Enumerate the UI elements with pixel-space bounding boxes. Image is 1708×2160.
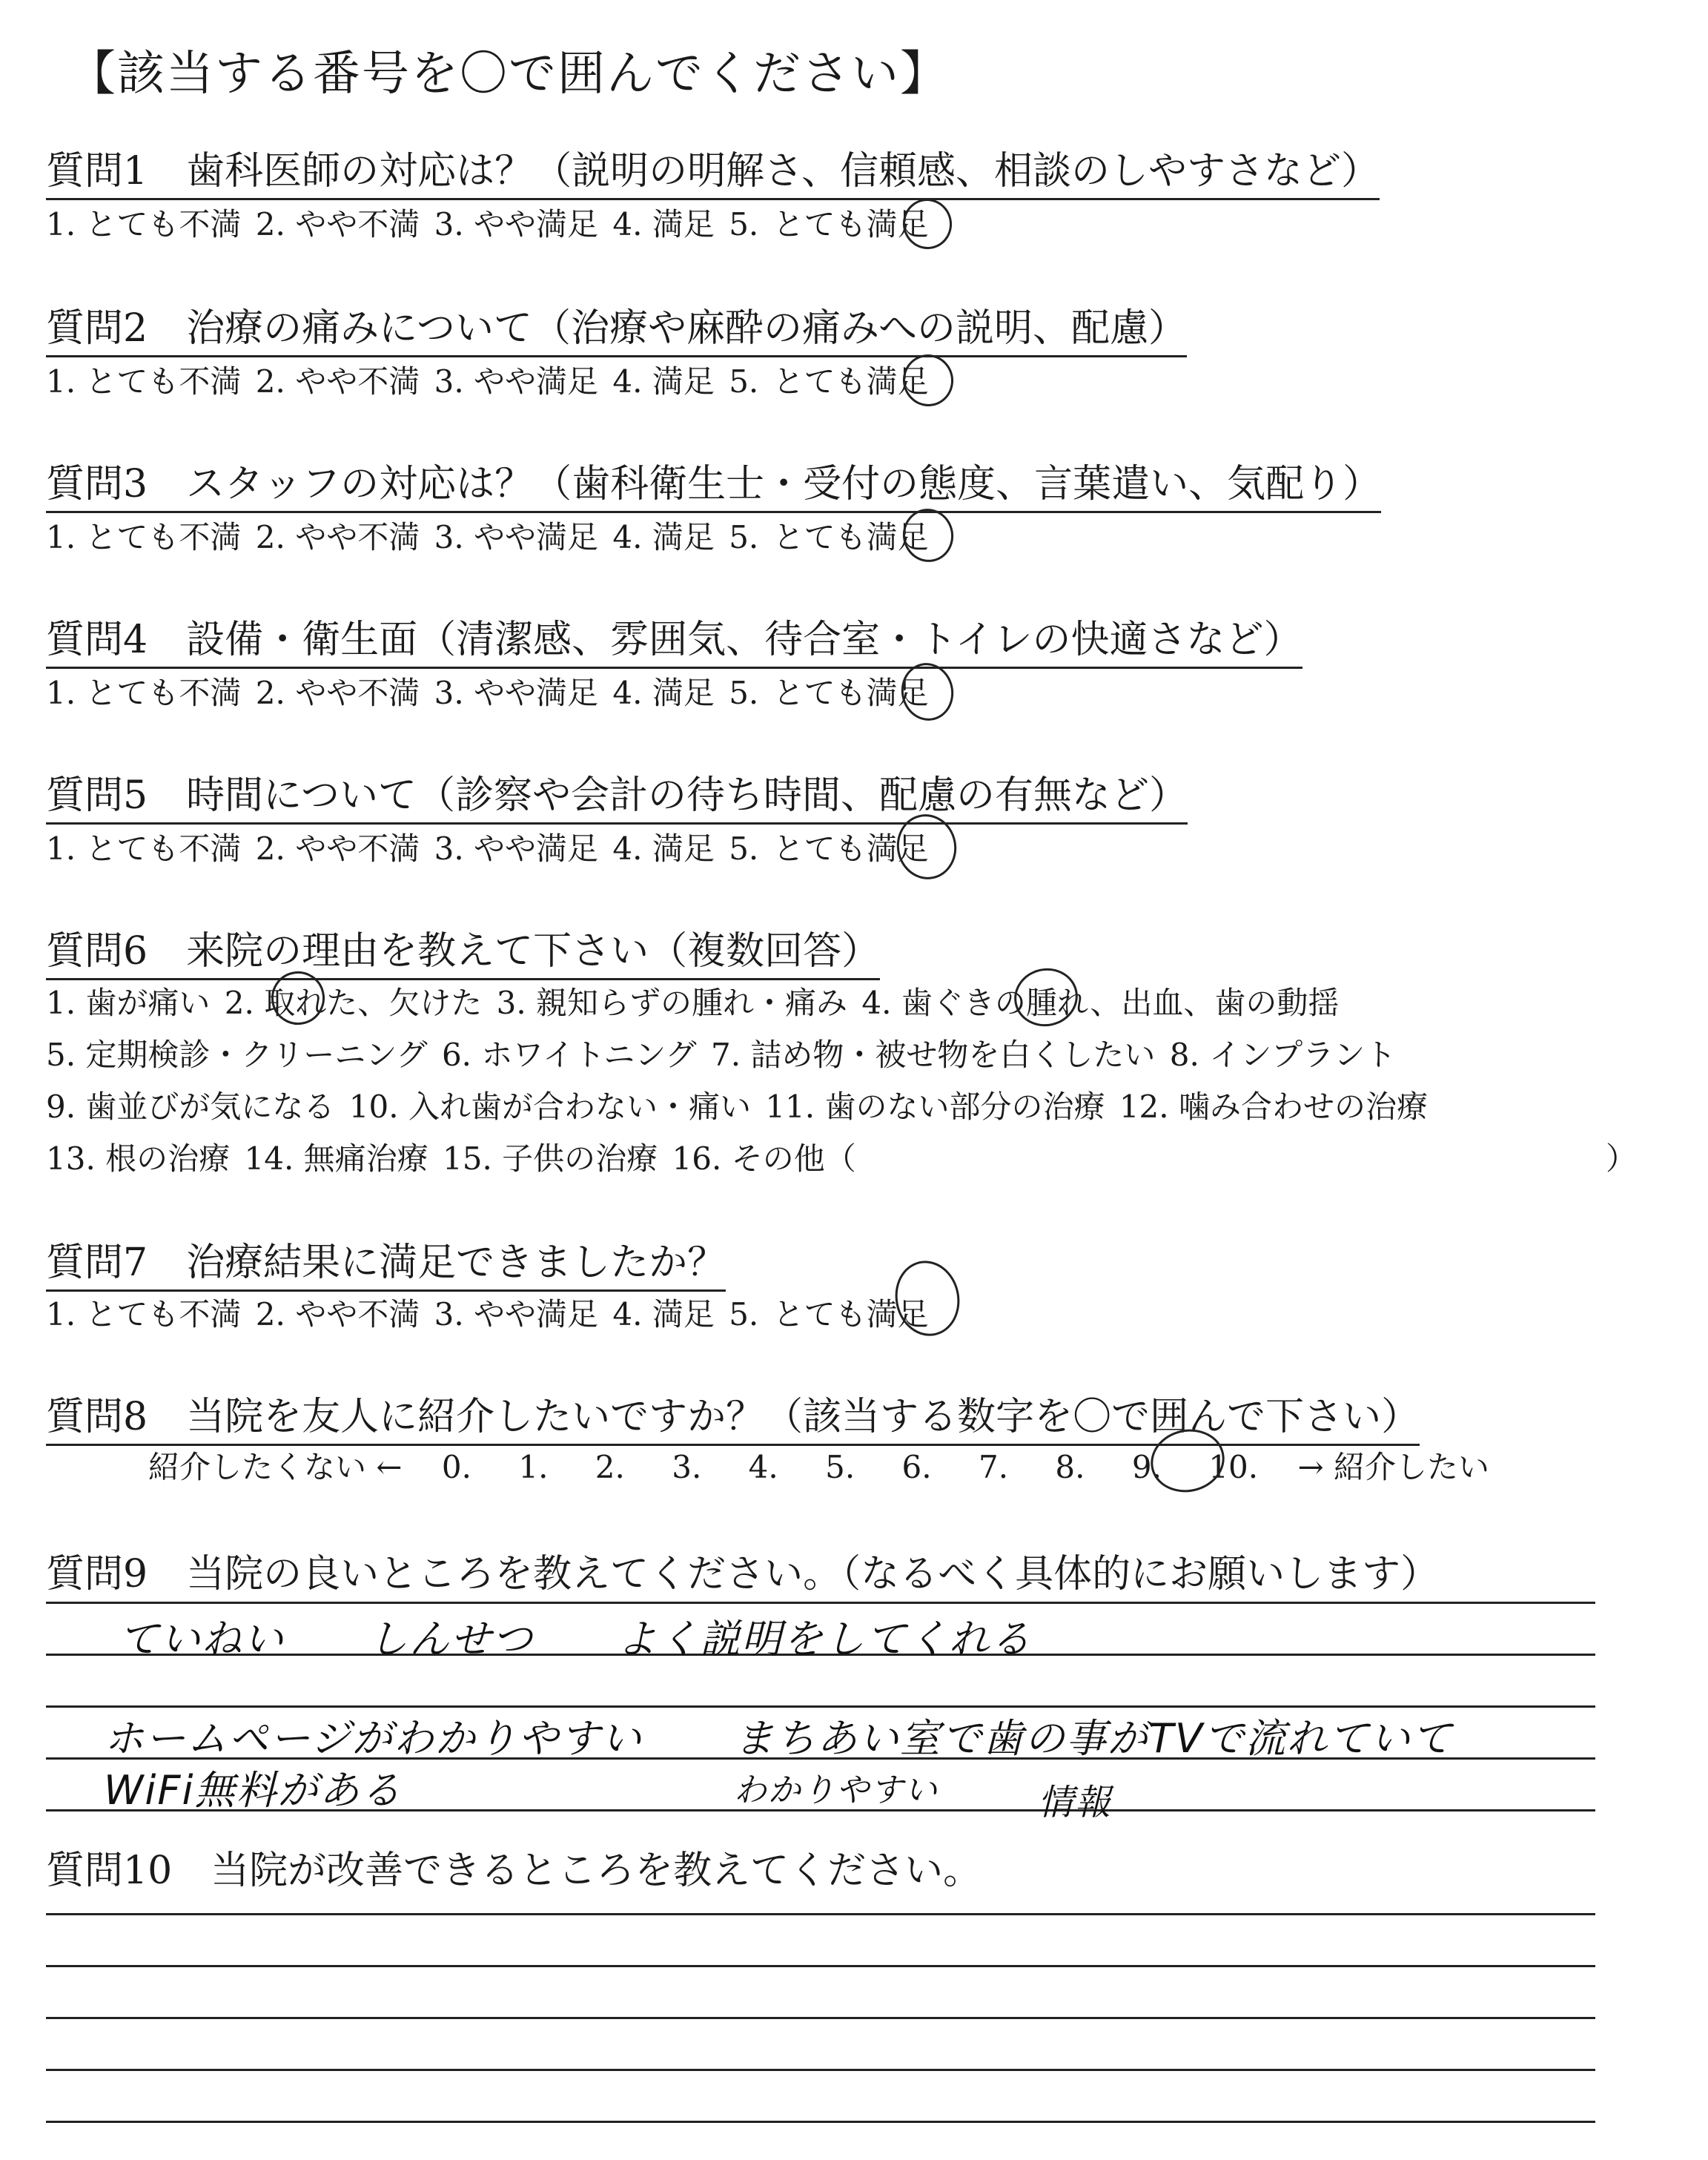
q2-opt-5[interactable]: 5. (729, 363, 759, 400)
q5-opt-3[interactable]: 3. やや満足 (434, 830, 599, 867)
q1-opt-5[interactable]: 5. (729, 206, 759, 242)
q1-opt-4[interactable]: 4. 満足 (612, 206, 715, 242)
q4-opt-5[interactable]: 5. (729, 675, 759, 711)
q3-opt-3[interactable]: 3. やや満足 (434, 519, 599, 555)
page-title: 【該当する番号を〇で囲んでください】 (68, 47, 949, 102)
q7-opt-1[interactable]: 1. とても不満 (46, 1296, 242, 1332)
q6-opt-2[interactable]: 2. 取れた、欠けた (224, 985, 483, 1021)
q6-opt-1[interactable]: 1. 歯が痛い (46, 985, 211, 1021)
q3-opt-4[interactable]: 4. 満足 (612, 519, 715, 555)
q3-opt-5-label: とても満足 (772, 519, 929, 555)
q10-rule-4 (46, 2069, 1595, 2071)
q1-heading: 質問1 歯科医師の対応は？（説明の明解さ、信頼感、相談のしやすさなど） (46, 139, 1380, 200)
q6-line-4 (46, 1135, 861, 1179)
q4-answers (46, 669, 933, 713)
q6-opt-3[interactable]: 3. 親知らずの腫れ・痛み (496, 985, 848, 1021)
q10-rule-1 (46, 1913, 1595, 1915)
q6-opt-4[interactable]: 4. 歯ぐきの腫れ、出血、歯の動揺 (861, 985, 1340, 1021)
q6-opt-14[interactable]: 14. 無痛治療 (244, 1140, 428, 1177)
q6-opt-6[interactable]: 6. ホワイトニング (441, 1037, 697, 1073)
q8-num-1[interactable]: 1. (518, 1449, 549, 1485)
q3-opt-1[interactable]: 1. とても不満 (46, 519, 242, 555)
q9-handwriting-line-1: ていねい しんせつ よく説明をしてくれる (119, 1616, 1032, 1662)
q5-answers (46, 825, 933, 869)
q8-left-label: 紹介したくない ← (148, 1449, 403, 1485)
q7-answers (46, 1290, 933, 1335)
q6-other-close-paren: ） (1606, 1140, 1638, 1177)
q5-opt-1[interactable]: 1. とても不満 (46, 830, 242, 867)
q7-heading: 質問7 治療結果に満足できましたか？ (46, 1231, 726, 1292)
q4-opt-3[interactable]: 3. やや満足 (434, 675, 599, 711)
q3-opt-5[interactable]: 5. (729, 519, 759, 555)
q6-opt-11[interactable]: 11. 歯のない部分の治療 (765, 1089, 1105, 1125)
q10-rule-5 (46, 2121, 1595, 2123)
q2-heading: 質問2 治療の痛みについて（治療や麻酔の痛みへの説明、配慮） (46, 297, 1187, 357)
q5-opt-4[interactable]: 4. 満足 (612, 830, 715, 867)
q5-heading: 質問5 時間について（診察や会計の待ち時間、配慮の有無など） (46, 764, 1188, 825)
q6-opt-16[interactable]: 16. その他（ (672, 1140, 856, 1177)
q8-num-3[interactable]: 3. (672, 1449, 702, 1485)
q5-opt-2[interactable]: 2. やや不満 (255, 830, 420, 867)
q8-num-2[interactable]: 2. (595, 1449, 625, 1485)
q1-opt-2[interactable]: 2. やや不満 (255, 206, 420, 242)
q8-num-10[interactable]: 10. (1208, 1449, 1259, 1485)
q7-opt-5-label: とても満足 (772, 1296, 929, 1332)
q7-opt-5[interactable]: 5. (729, 1296, 759, 1332)
q9-handwriting-info: 情報 (1038, 1782, 1113, 1823)
q6-opt-13[interactable]: 13. 根の治療 (46, 1140, 231, 1177)
q9-rule-1 (46, 1602, 1595, 1604)
q1-opt-3[interactable]: 3. やや満足 (434, 206, 599, 242)
q6-heading: 質問6 来院の理由を教えて下さい（複数回答） (46, 919, 880, 980)
q5-opt-5[interactable]: 5. (729, 830, 759, 867)
q8-scale (148, 1443, 1494, 1487)
q7-opt-3[interactable]: 3. やや満足 (434, 1296, 599, 1332)
q6-line-1 (46, 979, 1343, 1023)
q6-opt-12[interactable]: 12. 噛み合わせの治療 (1119, 1089, 1428, 1125)
q8-num-0[interactable]: 0. (441, 1449, 471, 1485)
q8-num-4[interactable]: 4. (748, 1449, 778, 1485)
q8-num-6[interactable]: 6. (901, 1449, 932, 1485)
q6-opt-5[interactable]: 5. 定期検診・クリーニング (46, 1037, 428, 1073)
q9-handwriting-wifi: WiFi無料がある (104, 1767, 403, 1814)
q3-answers (46, 513, 933, 558)
q6-line-2 (46, 1031, 1400, 1075)
q10-rule-2 (46, 1965, 1595, 1967)
q3-heading: 質問3 スタッフの対応は？（歯科衛生士・受付の態度、言葉遣い、気配り） (46, 452, 1381, 513)
q4-opt-5-label: とても満足 (772, 675, 929, 711)
q9-heading: 質問9 当院の良いところを教えてください。（なるべく具体的にお願いします） (46, 1552, 1440, 1596)
q6-opt-8[interactable]: 8. インプラント (1169, 1037, 1397, 1073)
q7-opt-2[interactable]: 2. やや不満 (255, 1296, 420, 1332)
q2-opt-3[interactable]: 3. やや満足 (434, 363, 599, 400)
q9-handwriting-easy: わかりやすい (734, 1771, 939, 1809)
q10-rule-3 (46, 2017, 1595, 2019)
q9-handwriting-waiting-room: まちあい室で歯の事がTVで流れていて (734, 1715, 1453, 1762)
q6-opt-15[interactable]: 15. 子供の治療 (443, 1140, 658, 1177)
q8-num-8[interactable]: 8. (1055, 1449, 1085, 1485)
q2-opt-1[interactable]: 1. とても不満 (46, 363, 242, 400)
q2-opt-5-label: とても満足 (772, 363, 929, 400)
q6-line-3 (46, 1083, 1432, 1127)
q6-opt-7[interactable]: 7. 詰め物・被せ物を白くしたい (710, 1037, 1156, 1073)
q7-opt-4[interactable]: 4. 満足 (612, 1296, 715, 1332)
q9-handwriting-homepage: ホームページがわかりやすい (104, 1715, 643, 1762)
q8-num-5[interactable]: 5. (825, 1449, 855, 1485)
q1-opt-1[interactable]: 1. とても不満 (46, 206, 242, 242)
q2-opt-4[interactable]: 4. 満足 (612, 363, 715, 400)
q2-opt-2[interactable]: 2. やや不満 (255, 363, 420, 400)
q1-opt-5-label: とても満足 (772, 206, 929, 242)
q5-opt-5-label: とても満足 (772, 830, 929, 867)
q4-opt-1[interactable]: 1. とても不満 (46, 675, 242, 711)
q6-opt-10[interactable]: 10. 入れ歯が合わない・痛い (348, 1089, 751, 1125)
q1-answers (46, 200, 933, 245)
q2-answers (46, 357, 933, 402)
q6-opt-9[interactable]: 9. 歯並びが気になる (46, 1089, 335, 1125)
q8-right-label: → 紹介したい (1297, 1449, 1489, 1485)
q4-opt-4[interactable]: 4. 満足 (612, 675, 715, 711)
q4-opt-2[interactable]: 2. やや不満 (255, 675, 420, 711)
q8-heading: 質問8 当院を友人に紹介したいですか？（該当する数字を〇で囲んで下さい） (46, 1385, 1420, 1446)
q4-heading: 質問4 設備・衛生面（清潔感、雰囲気、待合室・トイレの快適さなど） (46, 608, 1302, 669)
q8-num-7[interactable]: 7. (978, 1449, 1009, 1485)
q8-num-9[interactable]: 9. (1131, 1449, 1162, 1485)
q10-heading: 質問10 当院が改善できるところを教えてください。 (46, 1849, 982, 1893)
q3-opt-2[interactable]: 2. やや不満 (255, 519, 420, 555)
